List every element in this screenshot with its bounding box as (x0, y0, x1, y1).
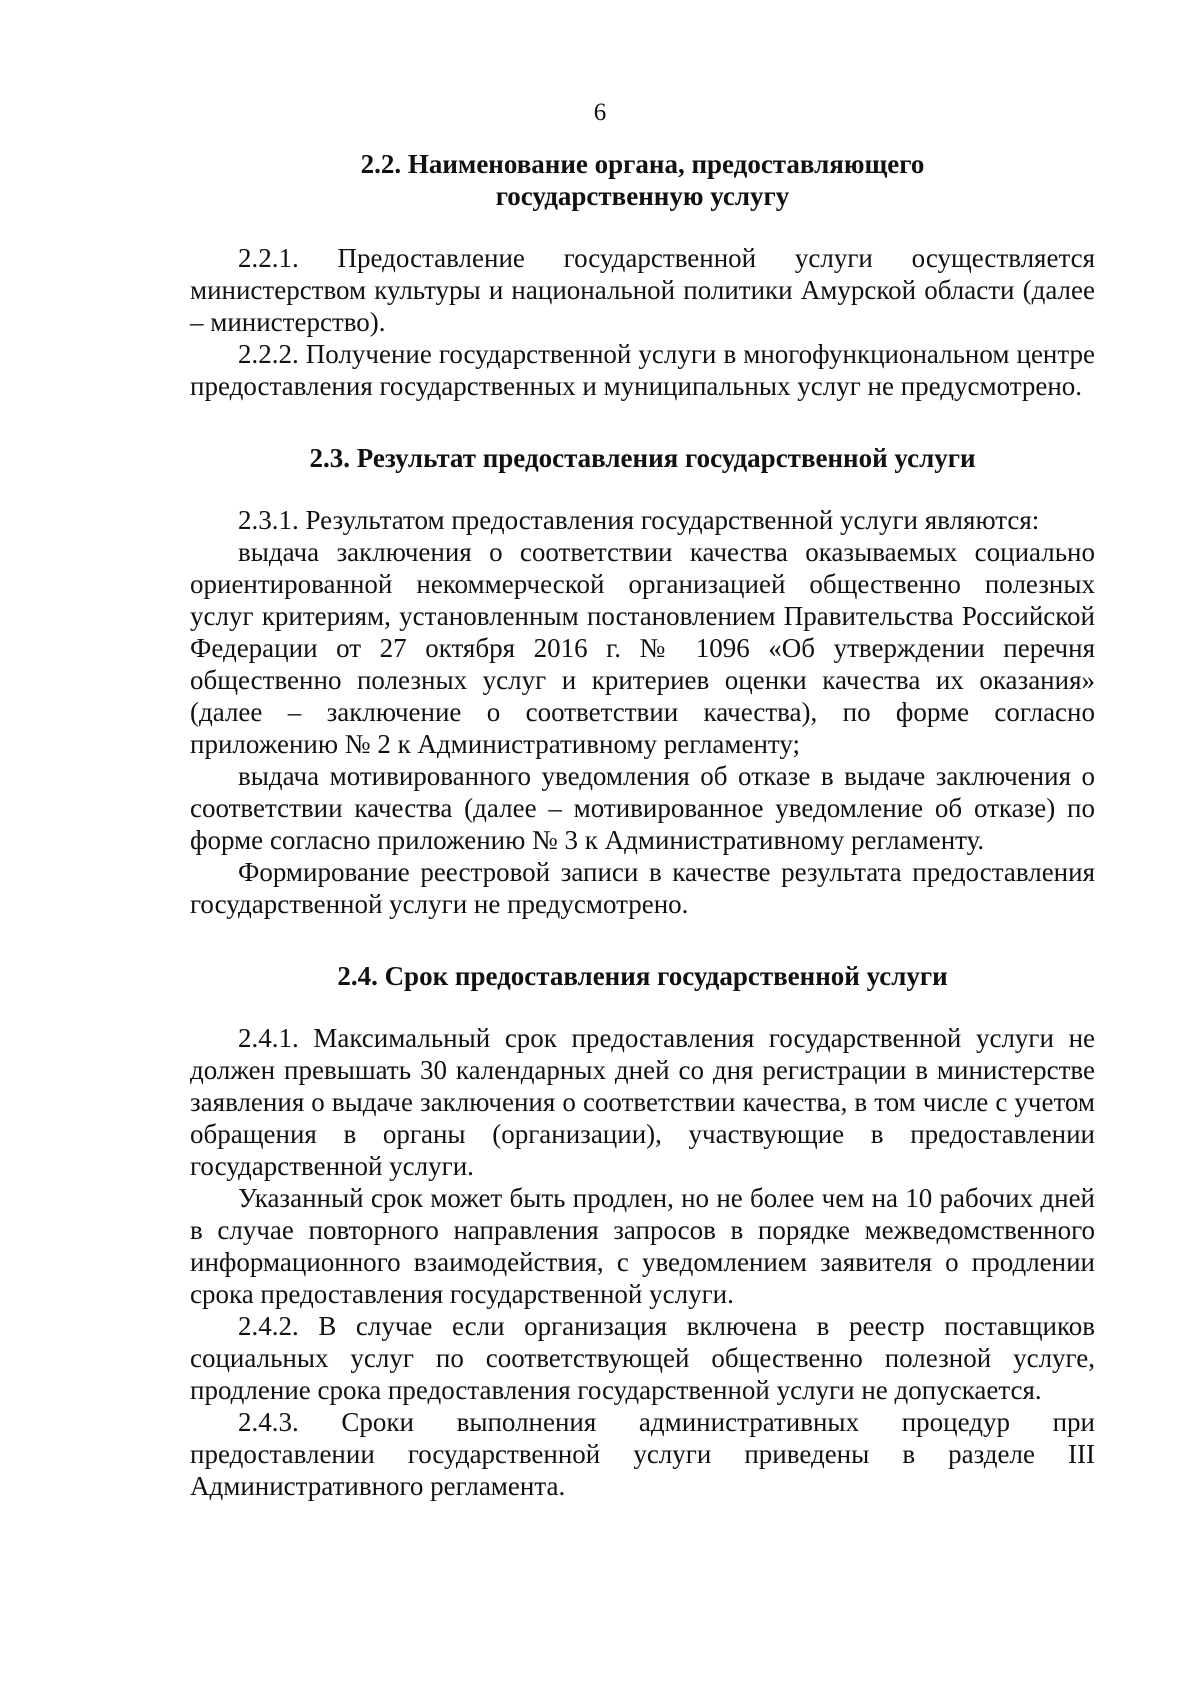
document-body (190, 148, 1095, 1502)
section-heading-line: 2.4. Срок предоставления государственной услуги (337, 961, 948, 991)
page-number: 6 (593, 99, 607, 126)
section-heading-line: 2.2. Наименование органа, предоставляющего (360, 149, 925, 179)
paragraph: выдача заключения о соответствии качества оказываемых социально ориентированной некоммерческой организацией общественно полезных услуг критериям, установленным постановлением Правительства Российской Федерации от 27 октября 2016 г. № 1096 «Об утверждении перечня общественно полезных услуг и критериев оценки качества их оказания» (далее – заключение о соответствии качества), по форме согласно приложению № 2 к Административному регламенту; (190, 537, 1095, 759)
paragraph: 2.4.3. Сроки выполнения административных процедур при предоставлении государственной услуги приведены в разделе III Административного регламента. (190, 1407, 1095, 1501)
paragraph: выдача мотивированного уведомления об отказе в выдаче заключения о соответствии качества (далее – мотивированное уведомление об отказе) по форме согласно приложению № 3 к Административному регламенту. (190, 761, 1095, 855)
section-2-4 (190, 960, 1095, 1502)
section-2-2 (190, 148, 1095, 402)
section-heading-line: государственную услугу (495, 181, 790, 211)
paragraph: Формирование реестровой записи в качестве результата предоставления государственной услуги не предусмотрено. (190, 857, 1095, 919)
paragraph: Указанный срок может быть продлен, но не более чем на 10 рабочих дней в случае повторного направления запросов в порядке межведомственного информационного взаимодействия, с уведомлением заявителя о продлении срока предоставления государственной услуги. (190, 1183, 1095, 1309)
paragraph: 2.4.1. Максимальный срок предоставления государственной услуги не должен превышать 30 календарных дней со дня регистрации в министерстве заявления о выдаче заключения о соответствии качества, в том числе с учетом обращения в органы (организации), участвующие в предоставлении государственной услуги. (190, 1023, 1095, 1181)
paragraph: 2.2.2. Получение государственной услуги в многофункциональном центре предоставления государственных и муниципальных услуг не предусмотрено. (190, 339, 1095, 401)
paragraph: 2.3.1. Результатом предоставления государственной услуги являются: (238, 505, 1040, 535)
paragraph: 2.4.2. В случае если организация включена в реестр поставщиков социальных услуг по соответствующей общественно полезной услуге, продление срока предоставления государственной услуги не допускается. (190, 1311, 1095, 1405)
paragraph: 2.2.1. Предоставление государственной услуги осуществляется министерством культуры и национальной политики Амурской области (далее – министерство). (190, 243, 1095, 337)
section-2-3 (190, 442, 1095, 920)
section-heading-line: 2.3. Результат предоставления государственной услуги (309, 443, 976, 473)
